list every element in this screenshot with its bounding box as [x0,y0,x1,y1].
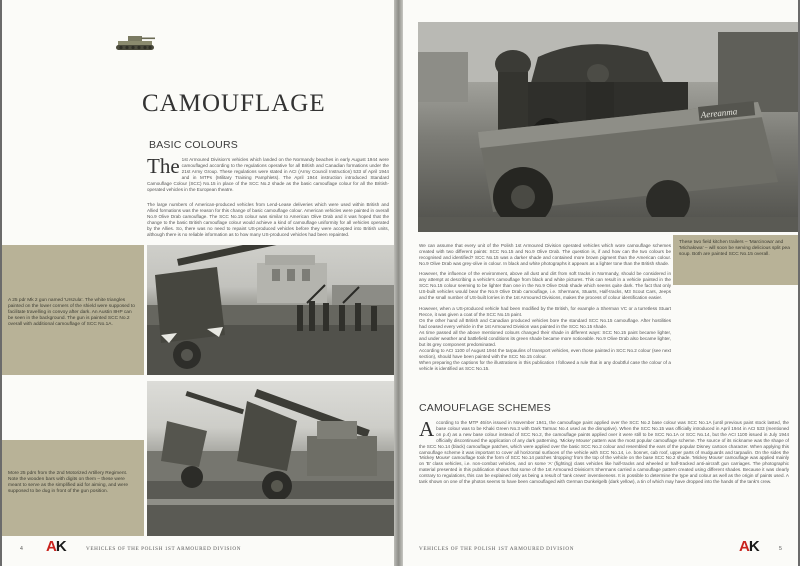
caption-box-right [673,235,798,285]
logo-k: K [55,538,66,555]
left-page [2,0,394,566]
schemes-paragraph [419,420,789,532]
intro-paragraph [147,157,389,201]
footer-text-left: VEHICLES OF THE POLISH 1ST ARMOURED DIVISION [86,546,242,552]
photo-25pdrs-2nd-regiment [147,381,394,536]
ak-logo-left [46,538,66,555]
photo-25pdr-urszula [147,245,394,375]
caption-1: A 25 pdr Mk 2 gun named 'Urszula'. The white triangles painted on the lower corners of the shield were supposed to facilitate travelling in convoy after dark. An Austin 8HP can be seen in the background. The gun is painted SCC No.2 overall with additional camouflage of SCC No.1A. [8,298,135,328]
footer-text-right: VEHICLES OF THE POLISH 1ST ARMOURED DIVISION [419,546,575,552]
photo-caption-right: These two field kitchen trailers – 'Marcinowa' and 'Michałowa' – will soon be serving delicious split pea soup. Both are painted SCC No.15 overall. [679,240,790,258]
body-paragraph-4: On the other hand all British and Canadian produced vehicles bore the standard SCC No.15 camouflage. After hostilities had ceased every vehicle in the 1st Armoured Division was painted in the SCC No.15 shade. [419,318,671,329]
body-paragraph-5: As time passed all the above mentioned colours changed their shade in different ways: SCC No.15 paint became lighter, and under weather and battlefield conditions its green shade became more noticeable. No.9 Olive Drab also became lighter, but its grey component predominated. [419,330,671,347]
caption-box-2 [2,440,144,536]
page-title: CAMOUFLAGE [142,90,326,117]
ak-logo-right [739,538,759,555]
page-number-right: 5 [779,546,782,552]
dropcap-a: A [419,420,435,441]
caption-2: More 25 pdrs from the 2nd Motorized Artillery Regiment. Note the wooden bars with digits on them – these were meant to serve as the simplified aid for aiming, and were supposed to be dug in front of the gun position. [8,471,128,495]
page-number-left: 4 [20,546,23,552]
truck-marking: Aereanma [700,106,738,120]
right-page [403,0,798,566]
paragraph-2: The large numbers of American-produced vehicles from Lend-Lease deliveries which were used within British and Allied formations was the reason for this change of basic camouflage colour. American vehicles were painted in overall No.9 Olive Drab camouflage. The SCC No.15 colour was similar to American Olive Drab and it was hoped that the change to the basic British camouflage colour would achieve a kind of camouflage uniformity for all vehicles operated by the Allies. So, there was no need to repaint US-produced vehicles before they were accepted into British units, although there is no reliable information as to how many US-produced vehicles had been repainted. [147,202,389,237]
tank-icon [114,34,158,52]
schemes-text: ccording to the MTP 46/4A issued in November 1941, the camouflage paint applied over the SCC No.2 base colour was SCC No.1A (until previous paint stock lasted, the base colour was to be Khaki Green No.3 with Dark Tarmac No.4 used as the disruptive). When the SCC No.15 was officially introduced in April 1944 in ACI 533 (mentioned on p.4) as a new base colour instead of SCC No.2, the camouflage paints applied over it were still to be SCC No.1A or SCC No.14, but the ACI 1100 issued in July 1944 officially discontinued the application of any dark patterning. 'Mickey Mouse' pattern was the most popular camouflage scheme. The source of its nickname was the shape of the SCC No.14 (black) camouflage patches, which were applied over the basic SCC No.2 colour and resembled the ears of the popular Disney cartoon character. When applying this camouflage scheme it was important to cover all horizontal surfaces of the vehicle with SCC No.14, i.e. bonnet, cab roof, upper parts of mudguards and tarpaulin. On the sides the 'Mickey Mouse' camouflage took the form of SCC No.14 patches 'dropping' from the top of the vehicle on the base SCC No.2 shade. 'Mickey Mouse' camouflage was applied mainly on 'B' class vehicles, i.e. non-combat vehicles, and on some 'A' (fighting) class vehicles like half-tracks and wheeled or half-tracked anti-aircraft gun carriages. The photographic material presented in this publication shows that some of the 1st Armoured Division's Shermans carried a camouflage pattern created using different shades. Because it was clearly contrary to regulations, this can be explained only as being a result of 'tank crews' inventiveness. It is possible to determine the type and colour as well as the origin of paints used. A tank shown on one of the photos seems to have been camouflaged with German Dunkelgelb (dark yellow), a tin of which may have dropped into the hands of the tank's crew. [419,420,789,485]
body-paragraph-3: However, when a US-produced vehicle had been modified by the British, for example a Sherman VC or a turretless Stuart Recce, it was given a coat of the SCC No.15 paint. [419,306,671,317]
logo-a: A [46,538,56,555]
section-heading-camouflage-schemes: CAMOUFLAGE SCHEMES [419,402,551,414]
body-paragraph-6: According to ACI 1100 of August 1944 the tarpaulins of transport vehicles, even those painted in SCC No.2 colour (see next section), should have been painted with the SCC No.15 colour. [419,348,671,359]
photo-field-kitchen-trailers [418,22,798,232]
body-paragraph-2: However, the influence of the environment, above all dust and dirt from soft tracks in Normandy, should be considered in any attempt at describing a vehicle's camouflage from black and white pictures. This can result in a vehicle painted in the SCC No.15 colour seeming to be lighter than one in the No.9 Olive Drab shade which seems quite dark. The fact that only US-built vehicles would bear the No.9 Olive Drab camouflage, i.e. Shermans, Stuarts, Half-tracks, M3 Scout Cars, Jeeps and the small number of US-built lorries in the 1st Armoured Divisions, makes the process of colour identification easier. [419,271,671,300]
gutter [394,0,403,566]
caption-box-1 [2,245,144,375]
body-paragraph-1: We can assume that every unit of the Polish 1st Armoured Division operated vehicles which wore camouflage schemes created with two different paints: SCC No.15 and No.9 Olive Drab. The question is, if and how can the two colours be recognised and identified? SCC No.15 was a darker shade and contained more brown pigment than the American colour. No.9 Olive Drab was grey-olive in colour. In black and white photographs it appears as a lighter tone than the British shade. [419,243,671,266]
dropcap: The [147,157,180,178]
logo-a: A [739,538,749,555]
logo-k: K [748,538,759,555]
section-heading-basic-colours: BASIC COLOURS [149,139,238,151]
intro-text: 1st Armoured Division's vehicles which landed on the Normandy beaches in early August 1944 were camouflaged according to the regulations operative for all British and Canadian formations under the 21st Army Group. These regulations were stated in ACI (Army Council Instruction) 533 of April 1944 and in MTPs (Military Training Pamphlets). The April 1944 instruction introduced Standard Camouflage Colour (SCC) No.15 in place of the SCC No.2 shade as the basic camouflage colour for all the British-operated vehicles in the European theatre. [147,157,389,192]
body-paragraph-7: When preparing the captions for the illustrations in this publication I followed a rule that in any doubtful case the colour of a vehicle is identified as SCC No.15. [419,360,671,371]
